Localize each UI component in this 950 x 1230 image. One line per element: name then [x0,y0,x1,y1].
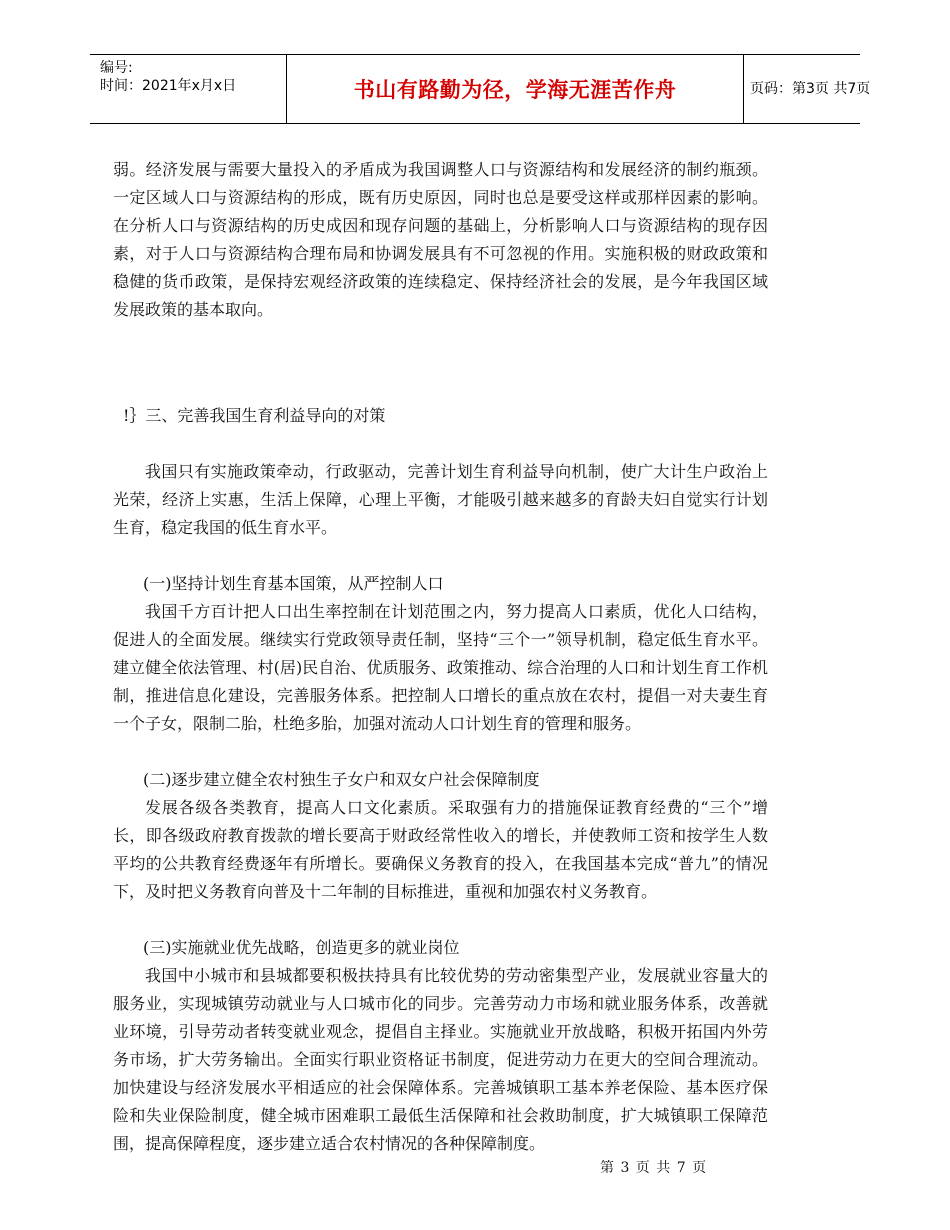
subsection-1-heading: (一)坚持计划生育基本国策，从严控制人口 [143,574,444,593]
spacer [113,906,768,934]
spacer [113,738,768,766]
spacer [113,542,768,570]
subsection-2-paragraph: 发展各级各类教育，提高人口文化素质。采取强有力的措施保证教育经费的“三个”增长，即各级政府教育拨款的增长要高于财政经常性收入的增长，并使教师工资和按学生人数平均的公共教育经费逐年有所增长。要确保义务教育的投入，在我国基本完成“普九”的情况下，及时把义务教育向普及十二年制的目标推进，重视和加强农村义务教育。 [113,798,768,901]
subsection-3-heading: (三)实施就业优先战略，创造更多的就业岗位 [143,938,460,957]
header-page-cell [742,55,871,123]
section-paragraph: 我国只有实施政策牵动，行政驱动，完善计划生育利益导向机制，使广大计生户政治上光荣，经济上实惠，生活上保障，心理上平衡，才能吸引越来越多的育龄夫妇自觉实行计划生育，稳定我国的低生育水平。 [113,462,768,537]
subsection-3-paragraph: 我国中小城市和县城都要积极扶持具有比较优势的劳动密集型产业，发展就业容量大的服务业，实现城镇劳动就业与人口城市化的同步。完善劳动力市场和就业服务体系，改善就业环境，引导劳动者转变就业观念，提倡自主择业。实施就业开放战略，积极开拓国内外劳务市场，扩大劳务输出。全面实行职业资格证书制度，促进劳动力在更大的空间合理流动。加快建设与经济发展水平相适应的社会保障体系。完善城镇职工基本养老保险、基本医疗保险和失业保险制度，健全城市困难职工最低生活保障和社会救助制度，扩大城镇职工保障范围，提高保障程度，逐步建立适合农村情况的各种保障制度。 [113,966,768,1153]
header-motto-cell [286,55,744,123]
page-header [90,54,871,124]
intro-paragraph: 弱。经济发展与需要大量投入的矛盾成为我国调整人口与资源结构和发展经济的制约瓶颈。一定区域人口与资源结构的形成，既有历史原因，同时也总是要受这样或那样因素的影响。在分析人口与资源结构的历史成因和现存问题的基础上，分析影响人口与资源结构的现存因素，对于人口与资源结构合理布局和协调发展具有不可忽视的作用。实施积极的财政政策和稳健的货币政策，是保持宏观经济政策的连续稳定、保持经济社会的发展，是今年我国区域发展政策的基本取向。 [113,160,768,319]
page-footer: 第 3 页 共 7 页 [600,1160,708,1176]
subsection-2-heading: (二)逐步建立健全农村独生子女户和双女户社会保障制度 [143,770,540,789]
document-body [113,156,768,1158]
header-motto: 书山有路勤为径，学海无涯苦作舟 [353,78,677,102]
header-number-label: 编号: [100,60,133,76]
header-time-label: 时间：2021年x月x日 [100,78,237,94]
spacer [113,374,768,402]
header-meta [90,55,286,123]
spacer [113,430,768,458]
spacer [113,324,768,374]
header-page-label: 页码：第3页 共7页 [750,80,871,97]
section-heading: !｝三、完善我国生育利益导向的对策 [123,406,386,425]
subsection-1-paragraph: 我国千方百计把人口出生率控制在计划范围之内，努力提高人口素质，优化人口结构，促进人的全面发展。继续实行党政领导责任制，坚持“三个一”领导机制，稳定低生育水平。建立健全依法管理、村(居)民自治、优质服务、政策推动、综合治理的人口和计划生育工作机制，推进信息化建设，完善服务体系。把控制人口增长的重点放在农村，提倡一对夫妻生育一个子女，限制二胎，杜绝多胎，加强对流动人口计划生育的管理和服务。 [113,602,768,733]
